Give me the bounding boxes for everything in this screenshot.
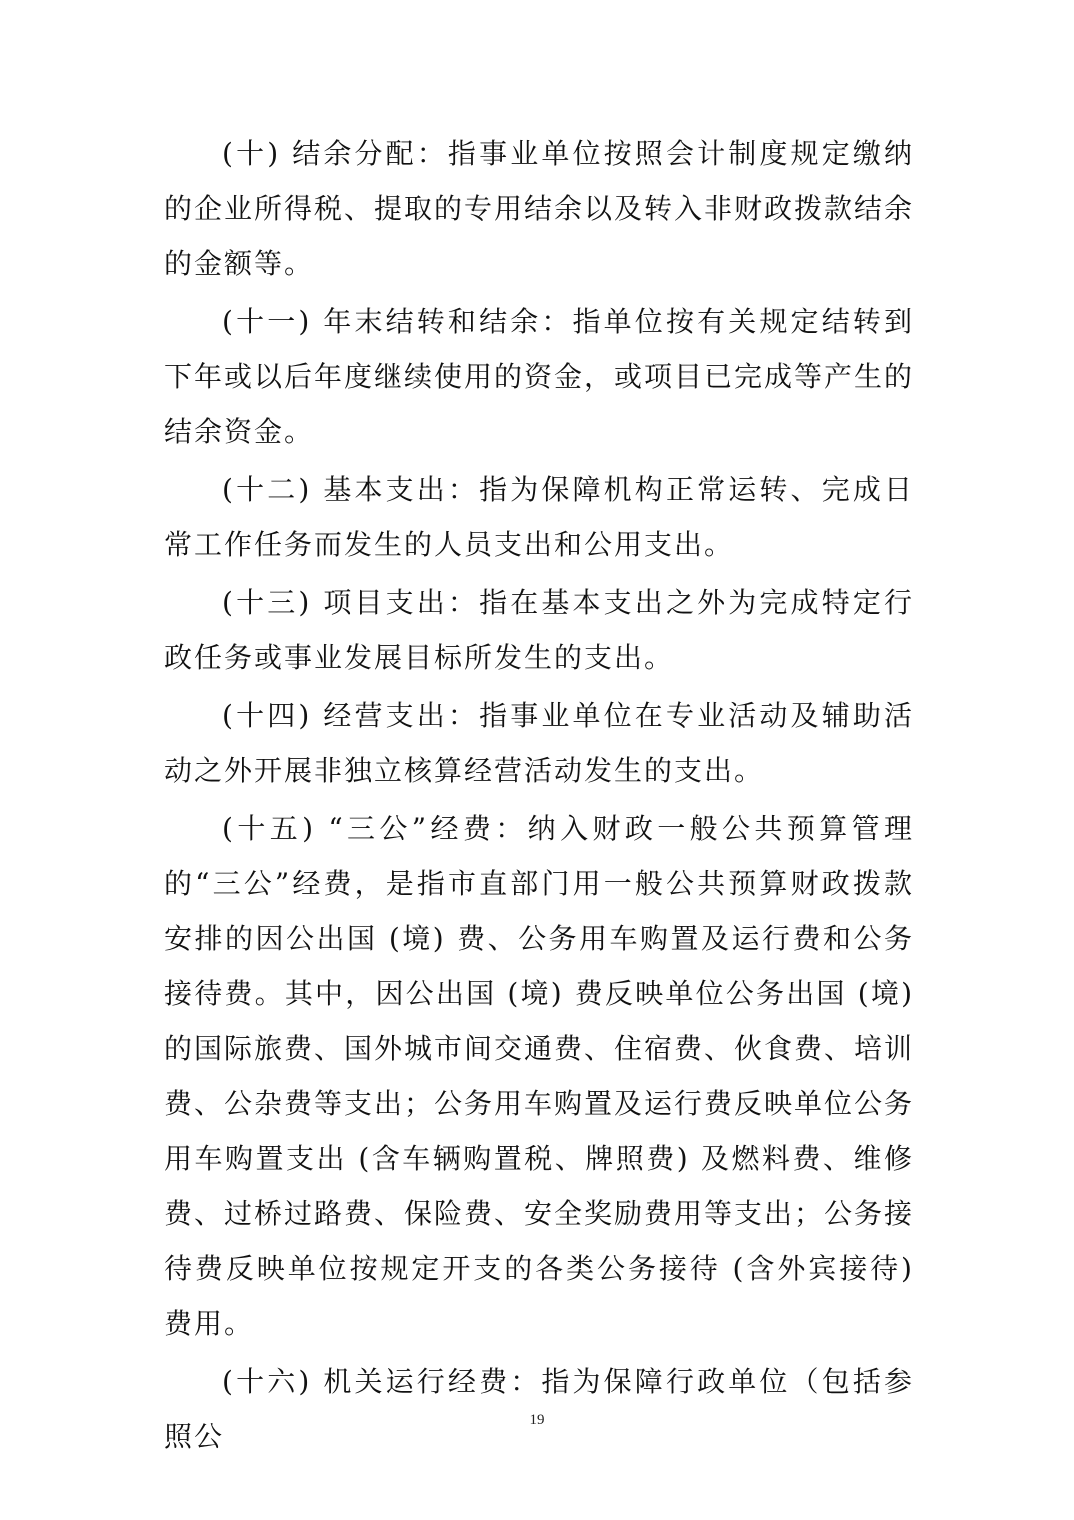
paragraph-surplus-distribution: (十) 结余分配：指事业单位按照会计制度规定缴纳的企业所得税、提取的专用结余以及转入非财政拨款结余的金额等。 bbox=[164, 137, 915, 280]
page-number: 19 bbox=[529, 1412, 545, 1428]
document-body bbox=[164, 126, 914, 1467]
paragraph-operating-expenditure: (十四) 经营支出：指事业单位在专业活动及辅助活动之外开展非独立核算经营活动发生的支出。 bbox=[164, 699, 914, 787]
paragraph-basic-expenditure: (十二) 基本支出：指为保障机构正常运转、完成日常工作任务而发生的人员支出和公用支出。 bbox=[164, 473, 914, 561]
paragraph-three-public-expenses: (十五) “三公”经费：纳入财政一般公共预算管理的“三公”经费，是指市直部门用一般公共预算财政拨款安排的因公出国 (境) 费、公务用车购置及运行费和公务接待费。其中，因公出国 (境) 费反映单位公务出国 (境) 的国际旅费、国外城市间交通费、住宿费、伙食费、培训费、公杂费等支出；公务用车购置及运行费反映单位公务用车购置支出 (含车辆购置税、牌照费) 及燃料费、维修费、过桥过路费、保险费、安全奖励费用等支出；公务接待费反映单位按规定开支的各类公务接待 (含外宾接待) 费用。 bbox=[164, 812, 915, 1340]
paragraph-agency-operating-funds: (十六) 机关运行经费：指为保障行政单位（包括参照公 bbox=[164, 1365, 914, 1453]
paragraph-year-end-carryover: (十一) 年末结转和结余：指单位按有关规定结转到下年或以后年度继续使用的资金，或项目已完成等产生的结余资金。 bbox=[164, 305, 915, 448]
paragraph-project-expenditure: (十三) 项目支出：指在基本支出之外为完成特定行政任务或事业发展目标所发生的支出。 bbox=[164, 586, 914, 674]
